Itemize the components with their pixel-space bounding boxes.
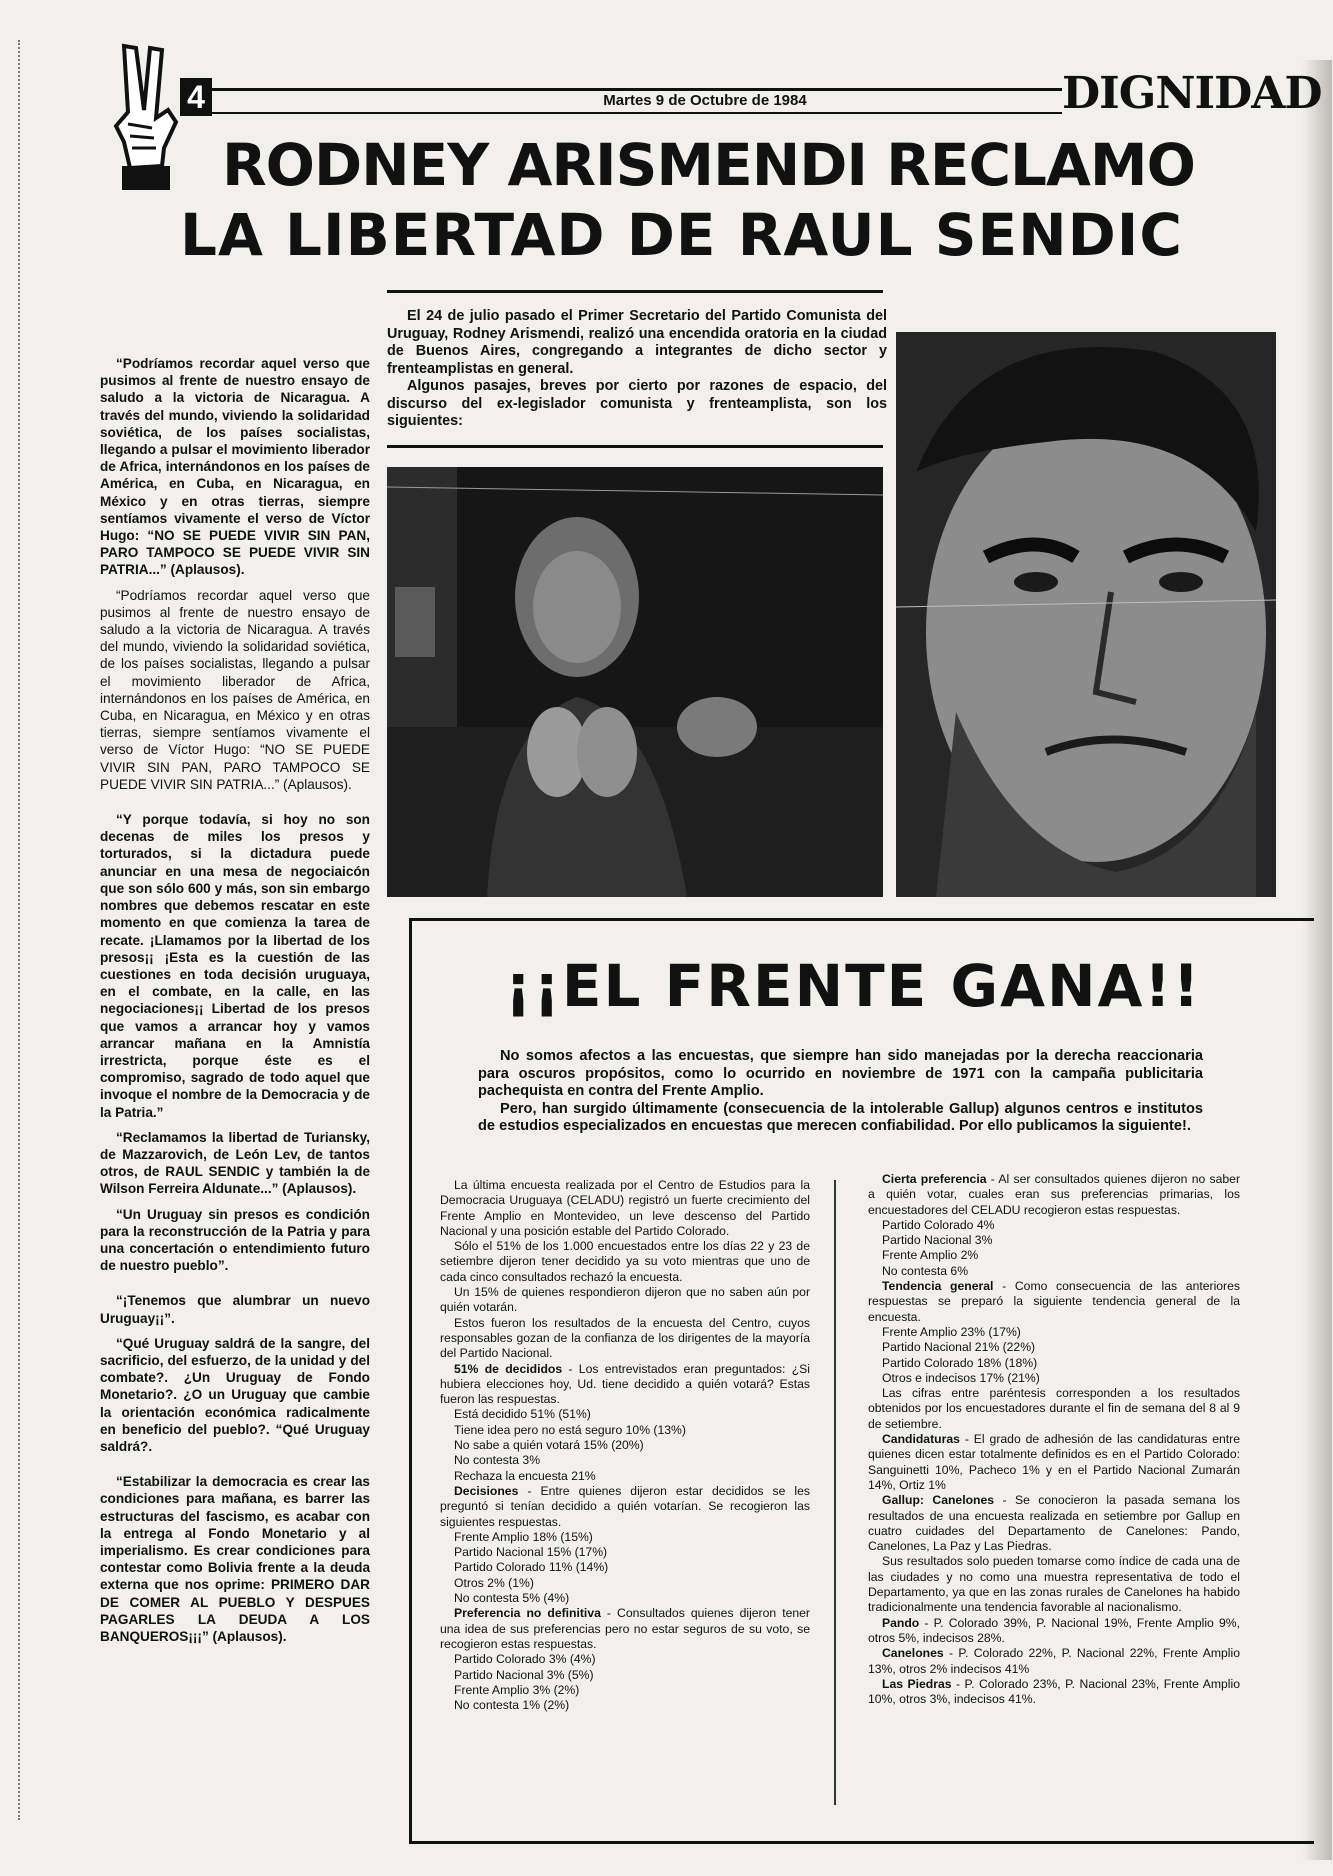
rule xyxy=(387,290,883,293)
poll-result-line: Otros e indecisos 17% (21%) xyxy=(882,1370,1040,1385)
speech-paragraph: “Qué Uruguay saldrá de la sangre, del sacrificio, del esfuerzo, de la unidad y del combate?. ¿Un Uruguay de Fondo Monetario?. ¿O un Uruguay que cambie la orientación económica radicalmente en beneficio del pueblo?. “Qué Uruguay saldrá?. xyxy=(100,1335,370,1454)
poll-paragraph-lead: Canelones xyxy=(882,1646,944,1661)
sendic-portrait-image xyxy=(896,332,1276,897)
issue-date: Martes 9 de Octubre de 1984 xyxy=(603,92,807,109)
poll-paragraph: Decisiones - Entre quienes dijeron estar decididos se les preguntó si tenían decidido a quién votarían. Se recogieron las siguientes respuestas. xyxy=(440,1483,810,1529)
perforated-edge xyxy=(8,40,20,1820)
poll-result-line: Tiene idea pero no está seguro 10% (13%) xyxy=(454,1422,686,1437)
poll-paragraph-lead: Pando xyxy=(882,1615,920,1630)
speaker-photo-image xyxy=(387,467,883,897)
poll-result-line: Partido Colorado 3% (4%) xyxy=(454,1652,596,1667)
poll-intro-paragraph: No somos afectos a las encuestas, que siempre han sido manejadas por la derecha reaccionaria para oscuros propósitos, como lo ocurrido en noviembre de 1971 con la campaña publicitaria pachequista en contra del Frente Amplio. xyxy=(478,1048,1203,1099)
poll-paragraph: Las Piedras - P. Colorado 23%, P. Nacional 23%, Frente Amplio 10%, otros 3%, indecisos 41%. xyxy=(868,1676,1240,1707)
speech-paragraph: “¡Tenemos que alumbrar un nuevo Uruguay¡¡”. xyxy=(100,1293,370,1326)
poll-column-right xyxy=(868,1172,1240,1707)
header-rule xyxy=(212,112,1062,114)
rule xyxy=(387,445,883,448)
poll-paragraph: Canelones - P. Colorado 22%, P. Nacional 22%, Frente Amplio 13%, otros 2% indecisos 41% xyxy=(868,1646,1240,1676)
poll-paragraph-lead: Tendencia general xyxy=(882,1279,994,1294)
poll-paragraph-lead: Preferencia no definitiva xyxy=(454,1606,601,1621)
poll-result-line: No contesta 5% (4%) xyxy=(454,1591,570,1606)
poll-paragraph-lead: Gallup: Canelones xyxy=(882,1493,995,1508)
poll-paragraph: Pando - P. Colorado 39%, P. Nacional 19%, Frente Amplio 9%, otros 5%, indecisos 28%. xyxy=(868,1615,1240,1645)
poll-paragraph: Un 15% de quienes respondieron dijeron que no saben aún por quién votarán. xyxy=(440,1285,810,1315)
speech-paragraph: “Estabilizar la democracia es crear las condiciones para mañana, es barrer las estructuras del fascismo, es acabar con la entrega al Fondo Monetario y al imperialismo. Es crear condiciones para contestar como Bolivia frente a la deuda externa que nos oprime: PRIMERO DAR DE COMER AL PUEBLO Y DESPUES PAGARLES LA DEUDA A LOS BANQUEROS¡¡¡” (Aplausos). xyxy=(100,1474,370,1645)
poll-box-title: ¡¡EL FRENTE GANA!! xyxy=(505,952,1202,1020)
poll-result-line: No contesta 3% xyxy=(454,1453,541,1468)
poll-result-line: Partido Nacional 3% xyxy=(882,1233,993,1248)
poll-result-line: Frente Amplio 2% xyxy=(882,1248,979,1263)
poll-paragraph: Sus resultados solo pueden tomarse como índice de cada una de las ciudades y no como una muestra representativa de todo el Departamento, ya que en las zonas rurales de Canelones ha habido tradicionalmente una tendencia favorable al nacionalismo. xyxy=(868,1554,1240,1615)
poll-result-line: Partido Colorado 11% (14%) xyxy=(454,1560,609,1575)
poll-result-line: Otros 2% (1%) xyxy=(454,1575,534,1590)
speech-paragraph: “Reclamamos la libertad de Turiansky, de Mazzarovich, de León Lev, de tantos otros, de RAUL SENDIC y también la de Wilson Ferreira Aldunate...” (Aplausos). xyxy=(100,1129,370,1197)
poll-result-line: Está decidido 51% (51%) xyxy=(454,1407,591,1422)
poll-paragraph: Preferencia no definitiva - Consultados quienes dijeron tener una idea de sus preferencias pero no estar seguros de su voto, se recogieron estas respuestas. xyxy=(440,1606,810,1651)
poll-paragraph: Las cifras entre paréntesis corresponden a los resultados obtenidos por los encuestadores durante el fin de semana del 8 al 9 de setiembre. xyxy=(868,1386,1240,1431)
poll-result-line: No contesta 6% xyxy=(882,1263,969,1278)
poll-result-line: Frente Amplio 18% (15%) xyxy=(454,1529,593,1544)
speech-paragraph: “Un Uruguay sin presos es condición para la reconstrucción de la Patria y para una concertación o entendimiento futuro de nuestro pueblo”. xyxy=(100,1206,370,1274)
poll-paragraph: 51% de decididos - Los entrevistados eran preguntados: ¿Si hubiera elecciones hoy, Ud. tiene decidido a quién votará? Estas fueron las respuestas. xyxy=(440,1361,810,1407)
speech-paragraph: “Podríamos recordar aquel verso que pusimos al frente de nuestro ensayo de saludo a la victoria de Nicaragua. A través del mundo, viviendo la solidaridad soviética, de los países socialistas, llegando a pulsar el movimiento liberador de Africa, internándonos en los países de América, en Cuba, en Nicaragua, en México y en otras tierras, siempre sentíamos vivamente el verso de Víctor Hugo: “NO SE PUEDE VIVIR SIN PAN, PARO TAMPOCO SE PUEDE VIVIR SIN PATRIA...” (Aplausos). xyxy=(100,587,370,792)
poll-paragraph-lead: Candidaturas xyxy=(882,1432,960,1447)
poll-result-line: Frente Amplio 3% (2%) xyxy=(454,1682,580,1697)
poll-paragraph-lead: Decisiones xyxy=(454,1483,519,1498)
sendic-portrait xyxy=(896,332,1276,897)
header-rule xyxy=(212,88,1062,91)
poll-paragraph: Gallup: Canelones - Se conocieron la pasada semana los resultados de una encuesta realizada en setiembre por Gallup en cuatro cuidades del Departamento de Canelones: Pando, Canelones, La Paz y Las Piedras. xyxy=(868,1493,1241,1554)
headline-line-1: RODNEY ARISMENDI RECLAMO xyxy=(222,131,1195,199)
poll-result-line: Partido Nacional 15% (17%) xyxy=(454,1545,608,1560)
headline xyxy=(150,130,1200,270)
poll-paragraph: La última encuesta realizada por el Centro de Estudios para la Democracia Uruguaya (CELADU) registró un fuerte crecimiento del Frente Amplio en Montevideo, un leve descenso del Partido Nacional y una posición estable del Partido Colorado. xyxy=(440,1178,810,1238)
poll-paragraph: Candidaturas - El grado de adhesión de las candidaturas entre quienes dicen estar totalmente definidos es en el Partido Colorado: Sanguinetti 10%, Pacheco 1% y en el Partido Nacional Zumarán 14%, Ortiz 1% xyxy=(868,1432,1240,1492)
poll-paragraph-lead: Cierta preferencia xyxy=(882,1172,987,1186)
column-divider xyxy=(834,1180,836,1805)
speech-excerpts-column xyxy=(100,355,370,1653)
page-number: 4 xyxy=(180,78,212,116)
poll-result-line: Partido Colorado 18% (18%) xyxy=(882,1355,1038,1370)
poll-paragraph: Cierta preferencia - Al ser consultados quienes dijeron no saber a quién votar, cuales eran sus preferencias primarias, los encuestadores del CELADU recogieron estas respuestas. xyxy=(868,1172,1240,1217)
intro-paragraph: El 24 de julio pasado el Primer Secretario del Partido Comunista del Uruguay, Rodney Arismendi, realizó una encendida oratoria en la ciudad de Buenos Aires, congregando a integrantes de dicho sector y frenteamplistas en general. xyxy=(387,308,887,377)
intro-text xyxy=(387,308,887,431)
poll-result-line: No sabe a quién votará 15% (20%) xyxy=(454,1438,644,1453)
poll-paragraph: Tendencia general - Como consecuencia de las anteriores respuestas se preparó la siguiente tendencia general de la encuesta. xyxy=(868,1279,1240,1324)
poll-result-line: Partido Nacional 21% (22%) xyxy=(882,1340,1036,1355)
poll-box-intro xyxy=(478,1048,1203,1136)
poll-paragraph: Estos fueron los resultados de la encuesta del Centro, cuyos responsables gozan de la confianza de los dirigentes de la mayoría del Partido Nacional. xyxy=(440,1315,810,1361)
speech-paragraph: “Podríamos recordar aquel verso que pusimos al frente de nuestro ensayo de saludo a la victoria de Nicaragua. A través del mundo, viviendo la solidaridad soviética, de los países socialistas, llegando a pulsar el movimiento liberador de Africa, internándonos en los países de América, en Cuba, en Nicaragua, en México y en otras tierras, siempre sentíamos vivamente el verso de Víctor Hugo: “NO SE PUEDE VIVIR SIN PAN, PARO TAMPOCO SE PUEDE VIVIR SIN PATRIA...” (Aplausos). xyxy=(100,356,370,578)
intro-paragraph: Algunos pasajes, breves por cierto por razones de espacio, del discurso del ex-legislador comunista y frenteamplista, son los siguientes: xyxy=(387,378,887,429)
poll-result-line: Frente Amplio 23% (17%) xyxy=(882,1324,1021,1339)
poll-paragraph-lead: Las Piedras xyxy=(882,1676,952,1691)
poll-paragraph: Sólo el 51% de los 1.000 encuestados entre los días 22 y 23 de setiembre dijeron tener decidido ya su voto mientras que uno de cada cinco consultados rechazó la encuesta. xyxy=(440,1239,810,1284)
poll-result-line: Partido Colorado 4% xyxy=(882,1217,995,1232)
poll-intro-paragraph: Pero, han surgido últimamente (consecuencia de la intolerable Gallup) algunos centros e institutos de estudios especializados en encuestas que merecen confiabilidad. Por ello publicamos la siguiente!. xyxy=(478,1100,1203,1134)
poll-column-left xyxy=(440,1178,810,1713)
poll-paragraph-lead: 51% de decididos xyxy=(454,1361,563,1376)
speech-paragraph: “Y porque todavía, si hoy no son decenas de miles los presos y torturados, si la dictadura puede anunciar en una mesa de negociaicón que son sólo 600 y más, son sin embargo nombres que debemos rescatar en este momento en que comienza la tarea de recate. ¡Llamamos por la libertad de los presos¡¡ ¡Esta es la cuestión de las cuestiones en toda decisión uruguaya, en el combate, en la calle, en las negociaciones¡¡ Libertad de los presos que vamos a arrancar hoy y vamos arrancar mañana en la Amnistía irrestricta, porque éste es el compromiso, sagrado de todo aquel que invoque el nombre de la Democracia y de la Patria.” xyxy=(100,812,370,1120)
speaker-photo xyxy=(387,467,883,897)
masthead: DIGNIDAD xyxy=(1062,68,1322,119)
poll-result-line: Rechaza la encuesta 21% xyxy=(454,1468,596,1483)
poll-result-line: No contesta 1% (2%) xyxy=(454,1698,570,1713)
headline-line-2: LA LIBERTAD DE RAUL SENDIC xyxy=(180,201,1183,269)
poll-result-line: Partido Nacional 3% (5%) xyxy=(454,1667,594,1682)
